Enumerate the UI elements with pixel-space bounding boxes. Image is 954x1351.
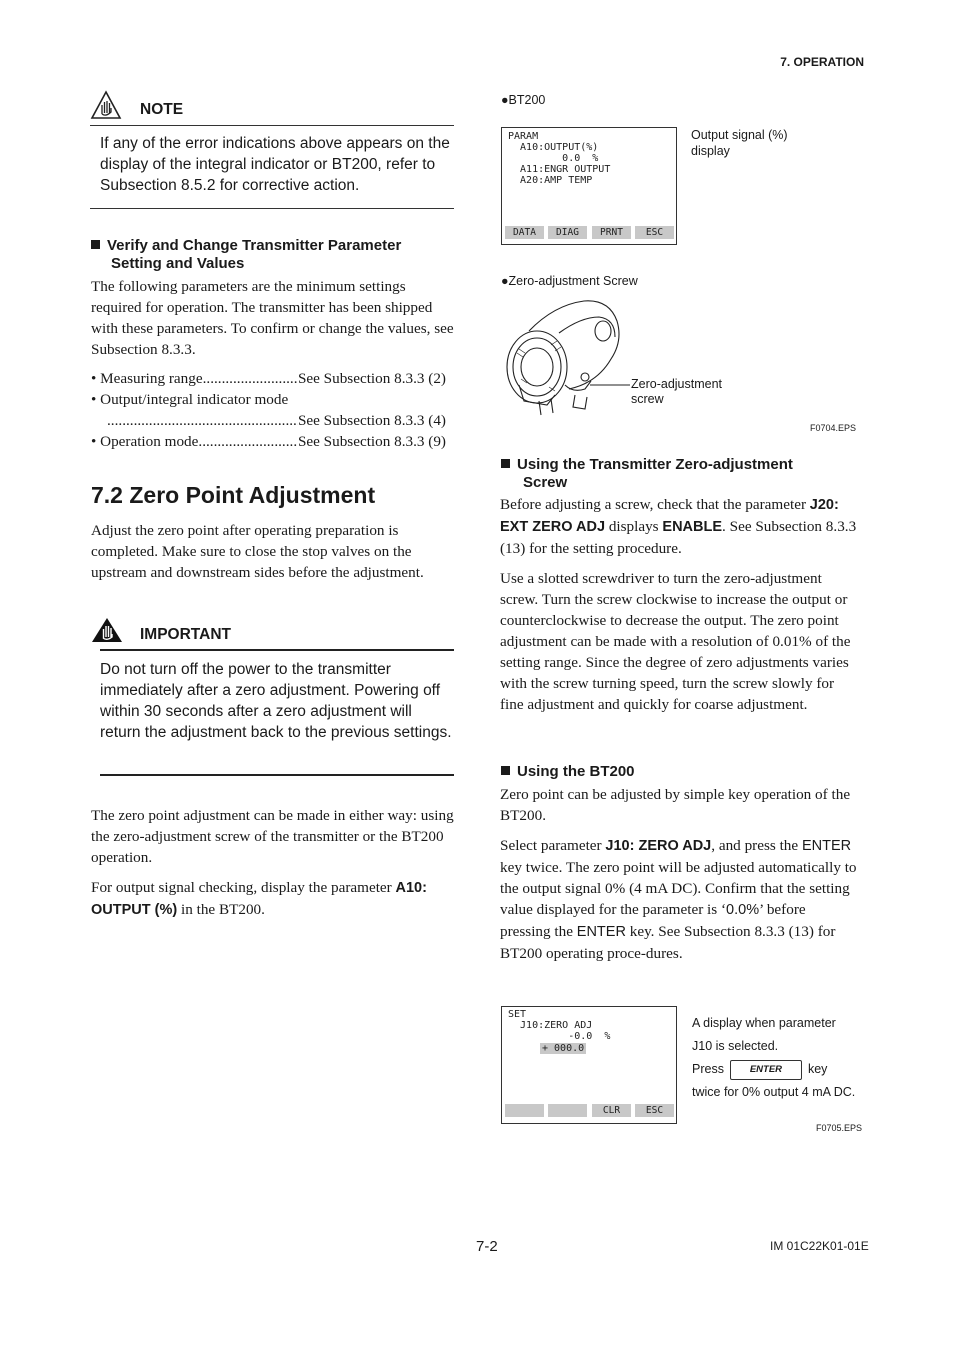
section-heading: 7.2 Zero Point Adjustment bbox=[91, 482, 376, 508]
softkey-blank-1 bbox=[505, 1104, 544, 1117]
bt200-param-screen: PARAM A10:OUTPUT(%) 0.0 % A11:ENGR OUTPUT A20:AMP TEMP DATA DIAG PRNT ESC bbox=[501, 127, 677, 245]
page-number: 7-2 bbox=[476, 1238, 498, 1255]
note-bottom-rule bbox=[90, 208, 454, 209]
softkey-esc: ESC bbox=[635, 1104, 674, 1117]
using-bt200-heading: Using the BT200 bbox=[501, 763, 635, 781]
note-icon bbox=[90, 90, 122, 120]
note-title: NOTE bbox=[140, 101, 184, 118]
screw-figure-label: ●Zero-adjustment Screw bbox=[501, 274, 638, 288]
using-screw-heading: Using the Transmitter Zero-adjustment Screw bbox=[501, 456, 861, 492]
using-screw-text: Before adjusting a screw, check that the parameter J20: EXT ZERO ADJ displays ENABLE. See Subsection 8.3.3 (13) for the setting procedure. Use a slotted screwdriver to turn the zero-adjustment screw. Turn the screw clockwise to increase the output or counterclockwise to decrease the output. The zero point adjustment can be made with a resolution of 0.01% of the setting range. Since the degree of zero adjustments varies with the screw turning speed, turn the screw slowly for fine adjustment and quickly for coarse adjustment. bbox=[500, 496, 857, 713]
list-item: • Operation mode ..... See Subsection 8.3.3 (9) bbox=[91, 431, 446, 452]
softkey-data: DATA bbox=[505, 226, 544, 239]
note-text: If any of the error indications above appears on the display of the integral indicator or BT200, refer to Subsection 8.5.2 for corrective action. bbox=[100, 135, 450, 194]
set-value-field: + 000.0 bbox=[542, 1043, 585, 1054]
important-title: IMPORTANT bbox=[140, 626, 231, 643]
softkey-diag: DIAG bbox=[548, 226, 587, 239]
transmitter-illustration bbox=[499, 297, 634, 417]
softkey-prnt: PRNT bbox=[592, 226, 631, 239]
callout-line bbox=[590, 376, 630, 386]
square-bullet-icon bbox=[501, 766, 510, 775]
verify-paragraph: The following parameters are the minimum settings required for operation. The transmitter has been shipped with these parameters. To confirm or change the values, see Subsection 8.3.3. bbox=[91, 278, 454, 358]
softkey-esc: ESC bbox=[635, 226, 674, 239]
figure-id-f0704: F0704.EPS bbox=[810, 423, 857, 433]
figure-id-f0705: F0705.EPS bbox=[816, 1123, 863, 1133]
square-bullet-icon bbox=[91, 240, 100, 249]
list-item: ..... See Subsection 8.3.3 (4) bbox=[91, 410, 446, 431]
verify-heading: Verify and Change Transmitter Parameter Setting and Values bbox=[91, 237, 456, 273]
either-way-text: The zero point adjustment can be made in either way: using the zero-adjustment screw of the transmitter or the BT200 operation. For output signal checking, display the parameter A10: OUTPUT (%) in the BT200. bbox=[91, 807, 454, 918]
important-bottom-rule bbox=[100, 774, 454, 776]
hand-warning-icon bbox=[91, 617, 123, 643]
square-bullet-icon bbox=[501, 459, 510, 468]
list-item: • Output/integral indicator mode bbox=[91, 391, 289, 408]
set-figure-caption: A display when parameter J10 is selected. Press ENTER key twice for 0% output 4 mA DC. bbox=[692, 1016, 856, 1099]
softkey-blank-2 bbox=[548, 1104, 587, 1117]
list-item: • Measuring range ..... See Subsection 8.3.3 (2) bbox=[91, 368, 446, 389]
parameter-list bbox=[91, 368, 446, 452]
enter-key-icon: ENTER bbox=[730, 1060, 802, 1080]
note-top-rule bbox=[90, 125, 454, 126]
bt200-set-screen: SET J10:ZERO ADJ -0.0 % + 000.0 CLR ESC bbox=[501, 1006, 677, 1124]
using-bt200-text: Zero point can be adjusted by simple key operation of the BT200. Select parameter J10: ZERO ADJ, and press the ENTER key twice. The zero point will be adjusted automatically to the output signal 0% (4 mA DC). Confirm that the setting value displayed for the parameter is ‘0.0%’ before pressing the ENTER key. See Subsection 8.3.3 (13) for BT200 operating proce-dures. bbox=[500, 786, 857, 962]
bt200-caption: Output signal (%) display bbox=[691, 128, 788, 158]
screw-callout-label: Zero-adjustment screw bbox=[631, 377, 723, 406]
softkey-clr: CLR bbox=[592, 1104, 631, 1117]
running-header: 7. OPERATION bbox=[780, 55, 864, 69]
important-text: Do not turn off the power to the transmitter immediately after a zero adjustment. Powering off within 30 seconds after a zero adjustment will return the adjustment back to the previous settings. bbox=[100, 661, 452, 741]
section-intro-paragraph: Adjust the zero point after operating preparation is completed. Make sure to close the stop valves on the upstream and downstream sides before the adjustment. bbox=[91, 522, 424, 581]
bt200-figure-label: ●BT200 bbox=[501, 93, 546, 107]
document-id: IM 01C22K01-01E bbox=[770, 1239, 869, 1253]
important-top-rule bbox=[100, 649, 454, 651]
